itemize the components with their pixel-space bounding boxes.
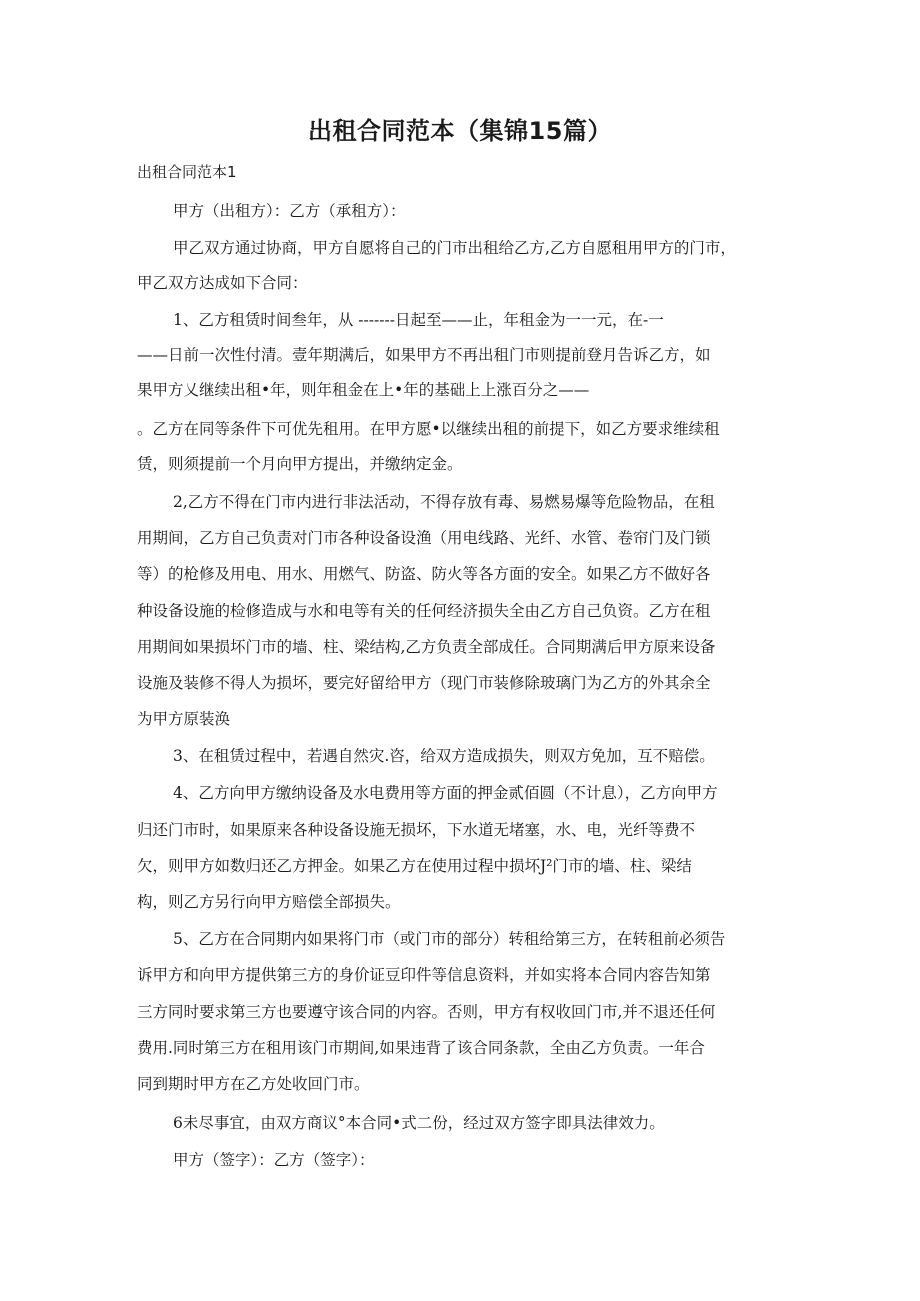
body-line: 费用.同时第三方在租用该门市期间,如果违背了该合同条款，全由乙方负责。一年合 <box>137 1039 705 1057</box>
body-line: 构，则乙方另行向甲方赔偿全部损失。 <box>137 893 401 911</box>
body-line: 4、乙方向甲方缴纳设备及水电费用等方面的押金贰佰圆（不计息），乙方向甲方 <box>173 784 718 802</box>
document-title: 出租合同范本（集锦15篇） <box>308 117 612 145</box>
document-subtitle: 出租合同范本1 <box>137 163 237 181</box>
body-line: 。乙方在同等条件下可优先租用。在甲方愿•以继续出租的前提下，如乙方要求维续租 <box>137 420 720 438</box>
body-line: 甲乙双方达成如下合同： <box>137 274 308 292</box>
body-line: 归还门市时，如果原来各种设备设施无损坏，下水道无堵塞，水、电，光纤等费不 <box>137 821 696 839</box>
body-line: 设施及装修不得人为损坏，要完好留给甲方（现门市装修除玻璃门为乙方的外其余全 <box>137 674 711 692</box>
body-line: ——日前一次性付清。壹年期满后，如果甲方不再出租门市则提前登月告诉乙方，如 <box>137 346 711 364</box>
body-line: 2,乙方不得在门市内进行非法活动，不得存放有毒、易燃易爆等危险物品，在租 <box>173 493 715 511</box>
body-line: 5、乙方在合同期内如果将门市（或门市的部分）转租给第三方，在转租前必须告 <box>173 930 726 948</box>
body-line: 3、在租赁过程中，若遇自然灾.咨，给双方造成损失，则双方免加，互不赔偿。 <box>173 747 715 765</box>
signature-line: 甲方（签字）：乙方（签字）： <box>173 1151 375 1169</box>
body-line: 赁，则须提前一个月向甲方提出，并缴纳定金。 <box>137 455 463 473</box>
body-line: 为甲方原装涣 <box>137 710 231 728</box>
body-line: 诉甲方和向甲方提供第三方的身价证豆印件等信息资料，并如实将本合同内容告知第 <box>137 966 711 984</box>
body-line: 三方同时要求第三方也要遵守该合同的内容。否则，甲方有权收回门市,并不退还任何 <box>137 1003 716 1021</box>
body-line: 甲乙双方通过协商，甲方自愿将自己的门市出租给乙方,乙方自愿租用甲方的门市， <box>173 239 736 257</box>
body-line: 同到期时甲方在乙方处收回门市。 <box>137 1075 370 1093</box>
body-line: 果甲方乂继续出租•年，则年租金在上•年的基础上上涨百分之—— <box>137 381 590 399</box>
body-line: 等）的枪修及用电、用水、用燃气、防盗、防火等各方面的安全。如果乙方不做好各 <box>137 565 711 583</box>
body-line: 6未尽事宜，由双方商议°本合同•式二份，经过双方签字即具法律效力。 <box>173 1114 665 1132</box>
body-line: 用期间，乙方自己负责对门市各种设备设渔（用电线路、光纤、水管、卷帘门及门锁 <box>137 529 711 547</box>
body-line: 1、乙方租赁时间叁年，从 -------日起至——止，年租金为一一元，在-一 <box>173 311 664 329</box>
body-line: 用期间如果损坏门市的墙、柱、梁结构,乙方负责全部成任。合同期满后甲方原来设备 <box>137 638 716 656</box>
parties-header: 甲方（出租方）：乙方（承租方）： <box>173 202 406 220</box>
body-line: 种设备设施的检修造成与水和电等有关的任何经济损失全由乙方自己负资。乙方在租 <box>137 602 711 620</box>
body-line: 欠，则甲方如数归还乙方押金。如果乙方在使用过程中损坏J²门市的墙、柱、梁结 <box>137 857 692 875</box>
